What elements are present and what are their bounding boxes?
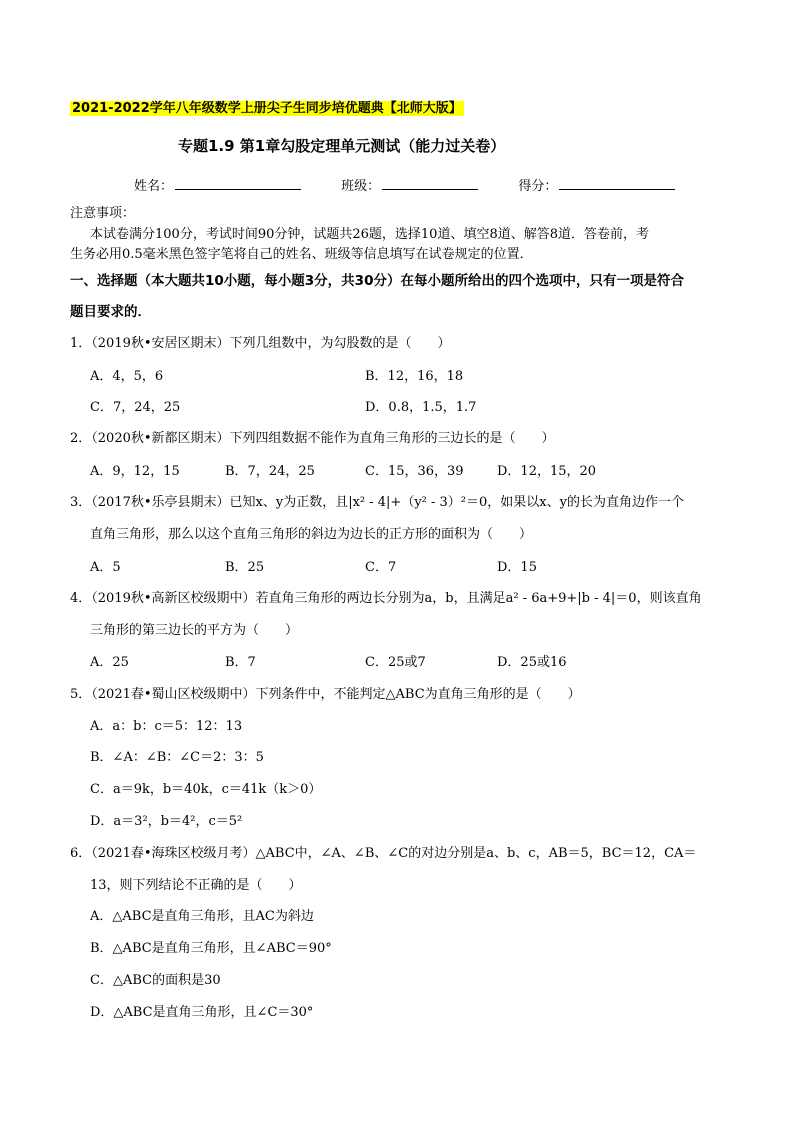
notes-heading: 注意事项： <box>70 206 136 221</box>
q3-option-a: A．5 <box>90 560 121 575</box>
question-1-stem: 1．（2019秋•安居区期末）下列几组数中，为勾股数的是（ ） <box>70 336 451 351</box>
series-highlight: 2021-2022学年八年级数学上册尖子生同步培优题典【北师大版】 <box>72 101 462 116</box>
section1-line-1: 一、选择题（本大题共10小题，每小题3分，共30分）在每小题所给出的四个选项中，只有一项是符合 <box>70 273 684 289</box>
notes-line-1: 本试卷满分100分，考试时间90分钟，试题共26题，选择10道、填空8道、解答8道．答卷前，考 <box>90 227 649 242</box>
name-label: 姓名： <box>134 179 174 194</box>
q2-option-c: C．15，36，39 <box>365 464 464 479</box>
info-line <box>134 176 711 196</box>
q6-option-d: D．△ABC是直角三角形，且∠C＝30° <box>90 1005 314 1020</box>
q5-option-a: A．a：b：c＝5：12：13 <box>90 719 243 734</box>
q3-option-b: B．25 <box>225 560 265 575</box>
notes-line-2: 生务必用0.5毫米黑色签字笔将自己的姓名、班级等信息填写在试卷规定的位置． <box>70 247 533 262</box>
score-blank <box>559 176 675 190</box>
q2-option-a: A．9，12，15 <box>90 464 180 479</box>
q6-option-b: B．△ABC是直角三角形，且∠ABC＝90° <box>90 941 332 956</box>
section1-line-2: 题目要求的． <box>70 304 151 320</box>
q4-option-c: C．25或7 <box>365 655 426 670</box>
q1-option-a: A．4，5，6 <box>90 369 164 384</box>
question-6-stem-1: 6．（2021春•海珠区校级月考）△ABC中，∠A、∠B、∠C的对边分别是a、b、c，AB＝5，BC＝12，CA＝ <box>70 846 697 861</box>
q4-option-b: B．7 <box>225 655 256 670</box>
page-title: 专题1.9 第1章勾股定理单元测试（能力过关卷） <box>178 137 506 155</box>
class-label: 班级： <box>341 179 381 194</box>
score-label: 得分： <box>518 179 558 194</box>
q5-option-b: B．∠A：∠B：∠C＝2：3：5 <box>90 750 264 765</box>
q3-option-c: C．7 <box>365 560 397 575</box>
q5-option-c: C．a＝9k，b＝40k，c＝41k（k＞0） <box>90 782 322 797</box>
q1-option-b: B．12，16，18 <box>365 369 464 384</box>
q1-option-c: C．7，24，25 <box>90 400 181 415</box>
q4-option-d: D．25或16 <box>497 655 567 670</box>
q3-option-d: D．15 <box>497 560 537 575</box>
question-2-stem: 2．（2020秋•新都区期末）下列四组数据不能作为直角三角形的三边长的是（ ） <box>70 431 555 446</box>
q4-option-a: A．25 <box>90 655 129 670</box>
question-5-stem: 5．（2021春•蜀山区校级期中）下列条件中，不能判定△ABC为直角三角形的是（ ） <box>70 687 581 702</box>
question-6-stem-2: 13，则下列结论不正确的是（ ） <box>90 878 302 893</box>
question-4-stem-1: 4．（2019秋•高新区校级期中）若直角三角形的两边长分别为a，b，且满足a² - 6a+9+|b - 4|＝0，则该直角 <box>70 591 702 606</box>
q6-option-c: C．△ABC的面积是30 <box>90 973 221 988</box>
q1-option-d: D．0.8，1.5，1.7 <box>365 400 477 415</box>
series-header <box>70 100 464 118</box>
class-blank <box>382 176 478 190</box>
question-3-stem-1: 3．（2017秋•乐亭县期末）已知x、y为正数，且|x² - 4|+（y² - 3）²＝0，如果以x、y的长为直角边作一个 <box>70 495 684 510</box>
q2-option-b: B．7，24，25 <box>225 464 315 479</box>
question-4-stem-2: 三角形的第三边长的平方为（ ） <box>90 623 299 638</box>
name-blank <box>175 176 301 190</box>
question-3-stem-2: 直角三角形，那么以这个直角三角形的斜边为边长的正方形的面积为（ ） <box>90 527 533 542</box>
q5-option-d: D．a＝3²，b＝4²，c＝5² <box>90 814 243 829</box>
q2-option-d: D．12，15，20 <box>497 464 597 479</box>
q6-option-a: A．△ABC是直角三角形，且AC为斜边 <box>90 909 314 924</box>
